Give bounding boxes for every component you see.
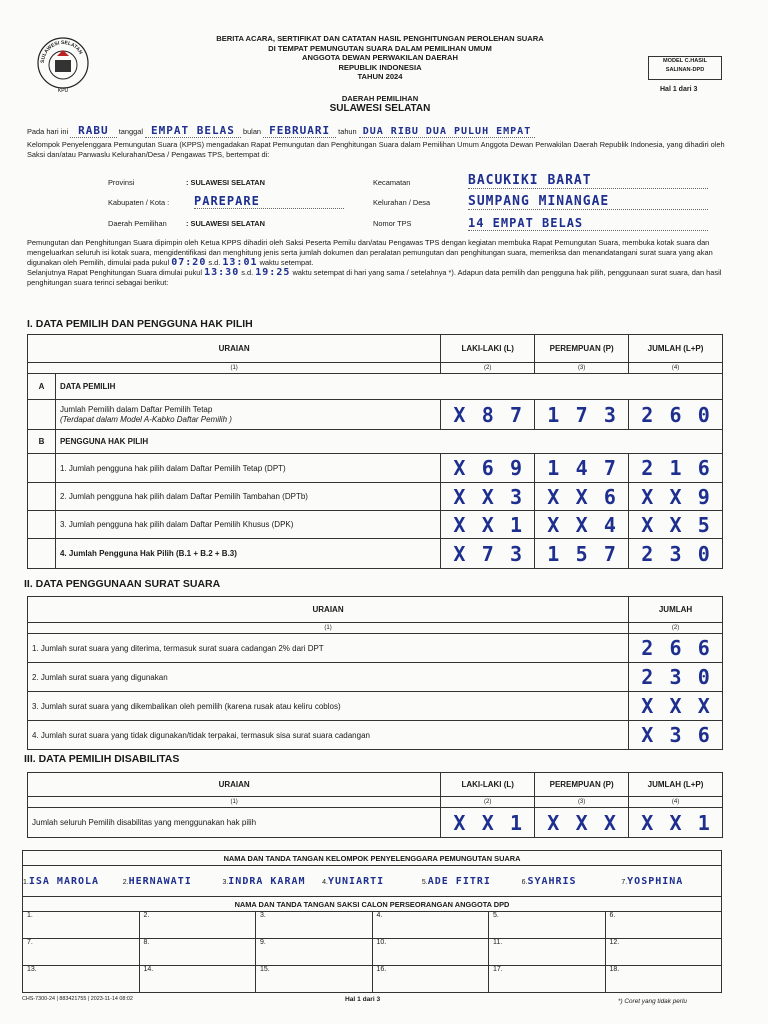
tanggal-value: EMPAT BELAS	[145, 124, 241, 138]
section-3-title: III. DATA PEMILIH DISABILITAS	[24, 753, 180, 765]
footer-note: *) Coret yang tidak perlu	[618, 998, 687, 1005]
digit: X	[641, 484, 654, 509]
saksi-slot: 17.	[489, 966, 606, 993]
tps-value: 14 EMPAT BELAS	[468, 216, 708, 231]
saksi-slot: 4.	[372, 912, 489, 939]
digit: 9	[509, 456, 523, 480]
digit: X	[575, 484, 588, 509]
daerah-label: DAERAH PEMILIHAN	[341, 94, 419, 103]
digit: X	[547, 484, 560, 509]
digit: 5	[697, 512, 710, 537]
col-uraian: URAIAN	[28, 335, 441, 363]
digit: 7	[481, 541, 494, 566]
saksi-slot: 15.	[256, 966, 373, 993]
kpu-logo	[36, 36, 90, 94]
digit: X	[603, 810, 616, 835]
digit: 3	[669, 723, 682, 747]
kpps-members	[23, 866, 721, 896]
bulan-label: bulan	[242, 127, 262, 136]
digit: X	[641, 810, 654, 835]
kabupaten-label: Kabupaten / Kota :	[108, 198, 170, 207]
end-time-1: 13:01	[222, 257, 258, 268]
digit: X	[453, 512, 466, 537]
col-perempuan: PEREMPUAN (P)	[535, 335, 629, 363]
saksi-slot: 18.	[605, 966, 722, 993]
digit: 2	[641, 665, 654, 689]
ballots-returned-label: 3. Jumlah surat suara yang dikembalikan oleh pemilih (karena rusak atau keliru coblos)	[28, 692, 629, 721]
digit: 6	[697, 636, 710, 660]
digit: X	[669, 694, 682, 718]
saksi-slot: 14.	[139, 966, 256, 993]
col-laki: LAKI-LAKI (L)	[441, 773, 535, 797]
logo-ring-text: SULAWESI SELATAN	[39, 39, 84, 64]
dpt-note: (Terdapat dalam Model A-Kabko Daftar Pemilih )	[59, 414, 232, 424]
col-num: (1)	[28, 797, 441, 808]
digit: 4	[575, 456, 588, 480]
col-num: (3)	[535, 363, 629, 374]
dapil-value: : SULAWESI SELATAN	[186, 219, 265, 228]
ballot-usage-table	[27, 596, 723, 750]
saksi-slot: 6.	[605, 912, 722, 939]
col-num: (1)	[28, 623, 629, 634]
col-uraian: URAIAN	[28, 773, 441, 797]
digit: 7	[603, 456, 616, 480]
digit: 1	[697, 810, 710, 835]
saksi-slot: 7.	[23, 939, 140, 966]
digit: X	[575, 512, 588, 537]
digit: 8	[481, 402, 494, 427]
section-2-title: II. DATA PENGGUNAAN SURAT SUARA	[24, 578, 221, 590]
kpps-member: 6.SYAHRIS	[521, 875, 577, 887]
digit: 1	[547, 402, 560, 427]
title-line: BERITA ACARA, SERTIFIKAT DAN CATATAN HASIL PENGHITUNGAN PEROLEHAN SUARA	[216, 34, 544, 43]
start-time-1: 07:20	[171, 257, 207, 268]
section-a-title: DATA PEMILIH	[55, 374, 722, 400]
digit: X	[547, 810, 560, 835]
digit: 6	[481, 456, 494, 480]
digit: 1	[547, 456, 560, 480]
saksi-slot: 9.	[256, 939, 373, 966]
digit: 6	[669, 402, 682, 427]
digit: X	[641, 512, 654, 537]
tps-label: Nomor TPS	[373, 219, 412, 228]
ballots-unused-label: 4. Jumlah surat suara yang tidak digunakan/tidak terpakai, termasuk sisa surat suara cadangan	[28, 721, 629, 750]
digit: 6	[603, 484, 616, 509]
title-line: TAHUN 2024	[357, 72, 403, 82]
digit: 2	[641, 541, 654, 566]
kpps-member: 1.ISA MAROLA	[23, 875, 100, 887]
digit: X	[669, 512, 682, 537]
digit: 0	[697, 665, 710, 689]
kpps-member: 2.HERNAWATI	[122, 875, 192, 887]
digit: 4	[603, 512, 616, 537]
section-b-title: PENGGUNA HAK PILIH	[55, 430, 722, 454]
digit: 6	[697, 456, 710, 480]
tahun-label: tahun	[338, 127, 357, 136]
saksi-title: NAMA DAN TANDA TANGAN SAKSI CALON PERSEORANGAN ANGGOTA DPD	[23, 897, 722, 912]
digit: 7	[509, 402, 523, 427]
dptb-usage-label: 2. Jumlah pengguna hak pilih dalam Daftar Pemilih Tambahan (DPTb)	[55, 483, 440, 511]
kpps-title: NAMA DAN TANDA TANGAN KELOMPOK PENYELENGGARA PEMUNGUTAN SUARA	[23, 851, 722, 866]
model-line: MODEL C.HASIL	[662, 58, 708, 64]
saksi-slot: 8.	[139, 939, 256, 966]
ballots-received-label: 1. Jumlah surat suara yang diterima, termasuk surat suara cadangan 2% dari DPT	[28, 634, 629, 663]
dapil-label: Daerah Pemilihan	[108, 219, 167, 228]
tahun-value: DUA RIBU DUA PULUH EMPAT	[359, 126, 536, 138]
disability-table	[27, 772, 723, 838]
tanggal-label: tanggal	[118, 127, 143, 136]
saksi-slot: 5.	[489, 912, 606, 939]
saksi-slot: 12.	[605, 939, 722, 966]
digit: 1	[509, 810, 523, 835]
kpps-member: 7.YOSPHINA	[621, 875, 684, 887]
hari-value: RABU	[70, 124, 117, 138]
digit: X	[669, 810, 682, 835]
title-line: REPUBLIK INDONESIA	[338, 62, 422, 72]
digit: 3	[509, 541, 523, 566]
row-letter-a: A	[28, 374, 56, 400]
digit: X	[481, 484, 494, 509]
digit: 0	[697, 541, 710, 566]
saksi-slot: 2.	[139, 912, 256, 939]
kpps-member: 4.YUNIARTI	[322, 875, 385, 887]
digit: 7	[603, 541, 616, 566]
col-jumlah: JUMLAH (L+P)	[629, 335, 723, 363]
col-perempuan: PEREMPUAN (P)	[535, 773, 629, 797]
logo-caption: KPU	[57, 88, 69, 94]
digit: X	[453, 402, 466, 427]
digit: X	[481, 512, 494, 537]
digit: X	[453, 810, 466, 835]
kabupaten-value: PAREPARE	[194, 194, 344, 209]
signature-table	[22, 850, 722, 993]
hari-label: Pada hari ini	[27, 127, 69, 136]
kpps-member: 5.ADE FITRI	[421, 875, 491, 887]
digit: X	[453, 484, 466, 509]
col-jumlah: JUMLAH (L+P)	[629, 773, 723, 797]
col-num: (1)	[28, 363, 441, 374]
digit: 1	[547, 541, 560, 566]
saksi-slot: 11.	[489, 939, 606, 966]
col-num: (4)	[629, 363, 723, 374]
procedure-paragraph	[27, 238, 739, 288]
saksi-slot: 3.	[256, 912, 373, 939]
digit: 2	[641, 456, 654, 480]
digit: X	[641, 723, 654, 747]
total-usage-label: 4. Jumlah Pengguna Hak Pilih (B.1 + B.2 + B.3)	[55, 539, 440, 569]
saksi-slot: 1.	[23, 912, 140, 939]
digit: 5	[575, 541, 588, 566]
digit: 9	[697, 484, 710, 509]
col-num: (3)	[535, 797, 629, 808]
kecamatan-value: BACUKIKI BARAT	[468, 173, 708, 189]
digit: X	[481, 810, 494, 835]
digit: 3	[509, 484, 523, 509]
digit: X	[453, 456, 466, 480]
voter-data-table	[27, 334, 723, 569]
row-letter-b: B	[28, 430, 56, 454]
sd-label: s.d.	[208, 258, 221, 267]
col-num: (2)	[441, 363, 535, 374]
digit: 2	[641, 636, 654, 660]
col-uraian: URAIAN	[28, 597, 629, 623]
bulan-value: FEBRUARI	[263, 124, 336, 138]
digit: 6	[669, 636, 682, 660]
disability-row-label: Jumlah seluruh Pemilih disabilitas yang menggunakan hak pilih	[28, 808, 441, 838]
page-indicator: Hal 1 dari 3	[660, 86, 698, 93]
saksi-slot: 13.	[23, 966, 140, 993]
kelurahan-label: Kelurahan / Desa	[373, 198, 431, 207]
provinsi-label: Provinsi	[108, 178, 135, 187]
digit: 1	[669, 456, 682, 480]
procedure-text: Pemungutan dan Penghitungan Suara dipimpin oleh Ketua KPPS dihadiri oleh Saksi Peserta Pemilu dan/atau Pengawas TPS dengan kegiatan membuka Rapat Pemungutan Suara, membuka kotak suara dan mengeluarkan seluruh isi kotak suara, mengidentifikasi dan menghitung jenis serta jumlah dokumen dan peralatan pemungutan dan penghitungan suara, memeriksa dan menandatangani surat suara yang akan digunakan oleh Pemilih, dimulai pada pukul	[27, 238, 713, 267]
kecamatan-label: Kecamatan	[373, 178, 411, 187]
digit: 6	[697, 723, 710, 747]
count-start-text: Selanjutnya Rapat Penghitungan Suara dimulai pukul	[27, 268, 203, 277]
dpt-label: Jumlah Pemilih dalam Daftar Pemilih Tetap	[59, 404, 213, 414]
digit: 3	[669, 665, 682, 689]
col-jumlah: JUMLAH	[629, 597, 723, 623]
ballots-used-label: 2. Jumlah surat suara yang digunakan	[28, 663, 629, 692]
col-num: (2)	[441, 797, 535, 808]
procedure-tail: waktu setempat.	[259, 258, 314, 267]
kpps-member: 3.INDRA KARAM	[222, 875, 306, 887]
end-time-2: 19:25	[255, 267, 291, 278]
sd-label: s.d.	[241, 268, 254, 277]
digit: 3	[669, 541, 682, 566]
footer-page: Hal 1 dari 3	[345, 996, 381, 1003]
daerah-value: SULAWESI SELATAN	[329, 103, 431, 114]
count-tail-text: waktu setempat di hari yang sama / setelahnya *). Adapun data pemilih dan pengguna hak pilih, penggunaan surat suara, dan hasil penghitungan suara terinci sebagai berikut:	[27, 268, 722, 287]
provinsi-value: : SULAWESI SELATAN	[186, 178, 265, 187]
kelurahan-value: SUMPANG MINANGAE	[468, 194, 708, 210]
col-num: (4)	[629, 797, 723, 808]
model-line: SALINAN-DPD	[665, 67, 705, 73]
start-time-2: 13:30	[204, 267, 240, 278]
digit: X	[453, 541, 466, 566]
digit: X	[641, 694, 654, 718]
title-line: DI TEMPAT PEMUNGUTAN SUARA DALAM PEMILIHAN UMUM	[268, 43, 492, 53]
digit: 2	[641, 402, 654, 427]
col-laki: LAKI-LAKI (L)	[441, 335, 535, 363]
dpt-row-label	[55, 400, 440, 430]
digit: 3	[603, 402, 616, 427]
col-num: (2)	[629, 623, 723, 634]
saksi-slot: 10.	[372, 939, 489, 966]
intro-text: Kelompok Penyelenggara Pemungutan Suara (KPPS) mengadakan Rapat Pemungutan dan Penghitungan Suara dalam Pemilihan Umum Anggota Dewan Perwakilan Daerah Republik Indonesia, yang dihadiri oleh Saksi dan/atau Panwaslu Kelurahan/Desa / Pengawas TPS, bertempat di:	[27, 140, 725, 159]
digit: 7	[575, 402, 588, 427]
digit: 1	[509, 512, 523, 537]
footer-code: CHS-7300-24 | 883421755 | 2023-11-14 08:02	[22, 996, 133, 1002]
saksi-slot: 16.	[372, 966, 489, 993]
digit: X	[669, 484, 682, 509]
model-box	[648, 56, 722, 80]
dpt-usage-label: 1. Jumlah pengguna hak pilih dalam Daftar Pemilih Tetap (DPT)	[55, 454, 440, 483]
section-1-title: I. DATA PEMILIH DAN PENGGUNA HAK PILIH	[27, 318, 253, 330]
digit: X	[697, 694, 710, 718]
digit: X	[547, 512, 560, 537]
document-title	[130, 34, 630, 82]
digit: 0	[697, 402, 710, 427]
digit: X	[575, 810, 588, 835]
dpk-usage-label: 3. Jumlah pengguna hak pilih dalam Daftar Pemilih Khusus (DPK)	[55, 511, 440, 539]
title-line: ANGGOTA DEWAN PERWAKILAN DAERAH	[302, 53, 458, 63]
